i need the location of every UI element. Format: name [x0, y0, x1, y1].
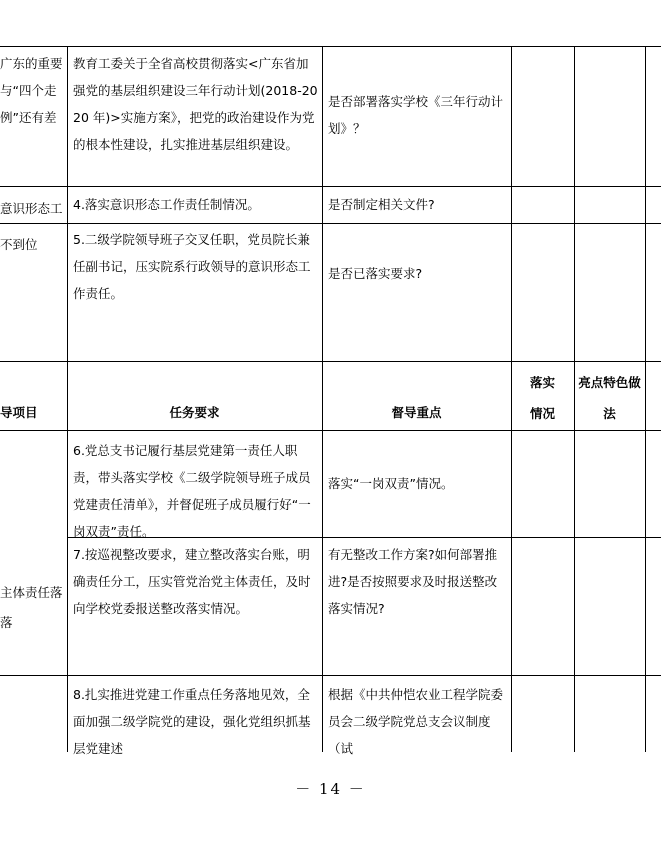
header-focus: 督导重点	[391, 405, 442, 420]
row1-task-text: 教育工委关于全省高校贯彻落实<广东省加强党的基层组织建设三年行动计划(2018-2020 年)>实施方案》，把党的政治建设作为党的根本性建设，扎实推进基层组织建设。	[73, 56, 318, 152]
page-number: － 14 －	[295, 780, 366, 798]
row5-task-text: 7.按巡视整改要求，建立整改落实台账，明确责任分工，压实管党治党主体责任，及时向学校党委报送整改落实情况。	[73, 547, 311, 616]
grid-line	[0, 361, 661, 362]
header-status: 落实 情况	[529, 375, 555, 421]
row1-focus-text: 是否部署落实学校《三年行动计划》？	[328, 94, 504, 136]
grid-line	[0, 223, 661, 224]
row5-focus-text: 有无整改工作方案?如何部署推进?是否按照要求及时报送整改落实情况?	[328, 547, 498, 616]
row6-focus-text: 根据《中共仲恺农业工程学院委员会二级学院党总支会议制度（试	[328, 687, 504, 756]
header-highlight: 亮点特色做 法	[578, 375, 641, 421]
grid-line	[0, 675, 661, 676]
row3-focus-text: 是否已落实要求?	[328, 266, 423, 281]
header-item: 导项目	[0, 405, 38, 420]
row2-focus-text: 是否制定相关文件?	[328, 197, 435, 212]
row2-item-text: 意识形态工 不到位	[0, 201, 63, 252]
row4-task-text: 6.党总支书记履行基层党建第一责任人职责，带头落实学校《二级学院领导班子成员党建责任清单》，并督促班子成员履行好“一岗双责”责任。	[73, 443, 311, 539]
row6-task-text: 8.扎实推进党建工作重点任务落地见效，全面加强二级学院党的建设，强化党组织抓基层党建述	[73, 687, 311, 756]
grid-line	[0, 430, 661, 431]
row1-item-text: 广东的重要 与“四个走 例”还有差	[0, 56, 63, 125]
row3-task-text: 5.二级学院领导班子交叉任职，党员院长兼任副书记，压实院系行政领导的意识形态工作责任。	[73, 232, 311, 301]
header-task: 任务要求	[169, 405, 220, 420]
row4-focus-text: 落实“一岗双责”情况。	[328, 476, 454, 491]
grid-line	[0, 46, 661, 47]
row5-item-text: 主体责任落 落	[0, 585, 63, 630]
row2-task-text: 4.落实意识形态工作责任制情况。	[73, 197, 260, 212]
grid-line	[0, 186, 661, 187]
grid-line	[645, 46, 646, 752]
